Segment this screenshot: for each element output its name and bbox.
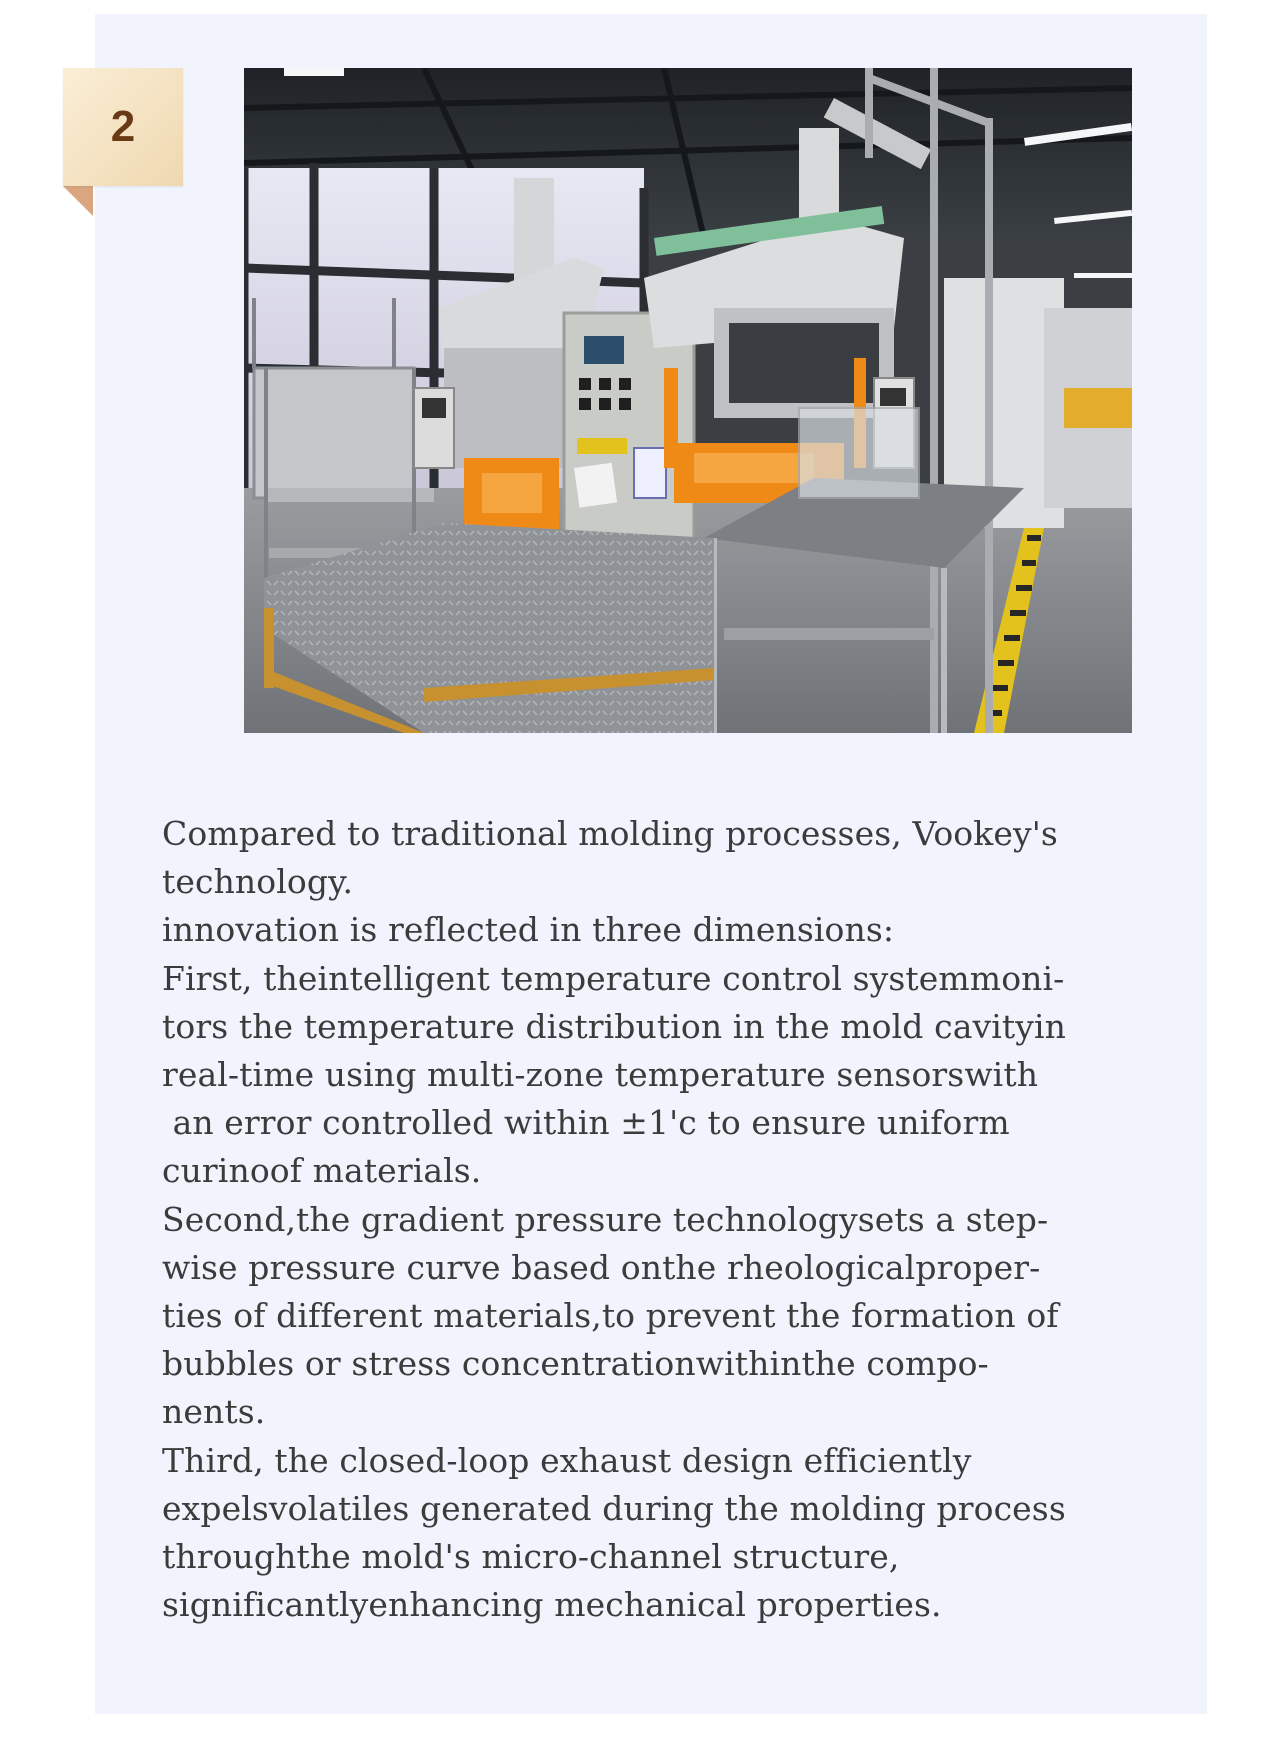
description-text: [162, 810, 1122, 1629]
text-line: bubbles or stress concentrationwithinthe compo-: [162, 1344, 989, 1384]
text-line: tors the temperature distribution in the mold cavityin: [162, 1006, 1066, 1046]
text-line: significantlyenhancing mechanical properties.: [162, 1585, 942, 1625]
step-number: 2: [110, 102, 136, 151]
text-line: curinoof materials.: [162, 1151, 482, 1191]
factory-molding-machines-photo: [244, 68, 1132, 733]
text-line: real-time using multi-zone temperature sensorswith: [162, 1055, 1039, 1095]
text-line: expelsvolatiles generated during the molding process: [162, 1488, 1066, 1528]
text-line: throughthe mold's micro-channel structure,: [162, 1537, 900, 1577]
factory-photo: [244, 68, 1132, 733]
text-line: innovation is reflected in three dimensions:: [162, 910, 895, 950]
badge-fold-corner: [63, 186, 93, 216]
text-line: wise pressure curve based onthe rheologicalproper-: [162, 1247, 1041, 1287]
text-line: ties of different materials,to prevent the formation of: [162, 1296, 1059, 1336]
text-line: nents.: [162, 1392, 266, 1432]
text-line: Second,the gradient pressure technologysets a step-: [162, 1199, 1049, 1239]
text-line: Compared to traditional molding processes, Vookey's: [162, 814, 1058, 853]
text-line: an error controlled within ±1'c to ensure uniform: [162, 1103, 1010, 1143]
text-line: Third, the closed-loop exhaust design efficiently: [162, 1440, 972, 1480]
text-line: First, theintelligent temperature control systemmoni-: [162, 958, 1065, 998]
text-line: technology.: [162, 862, 354, 902]
step-number-badge: [63, 68, 183, 186]
